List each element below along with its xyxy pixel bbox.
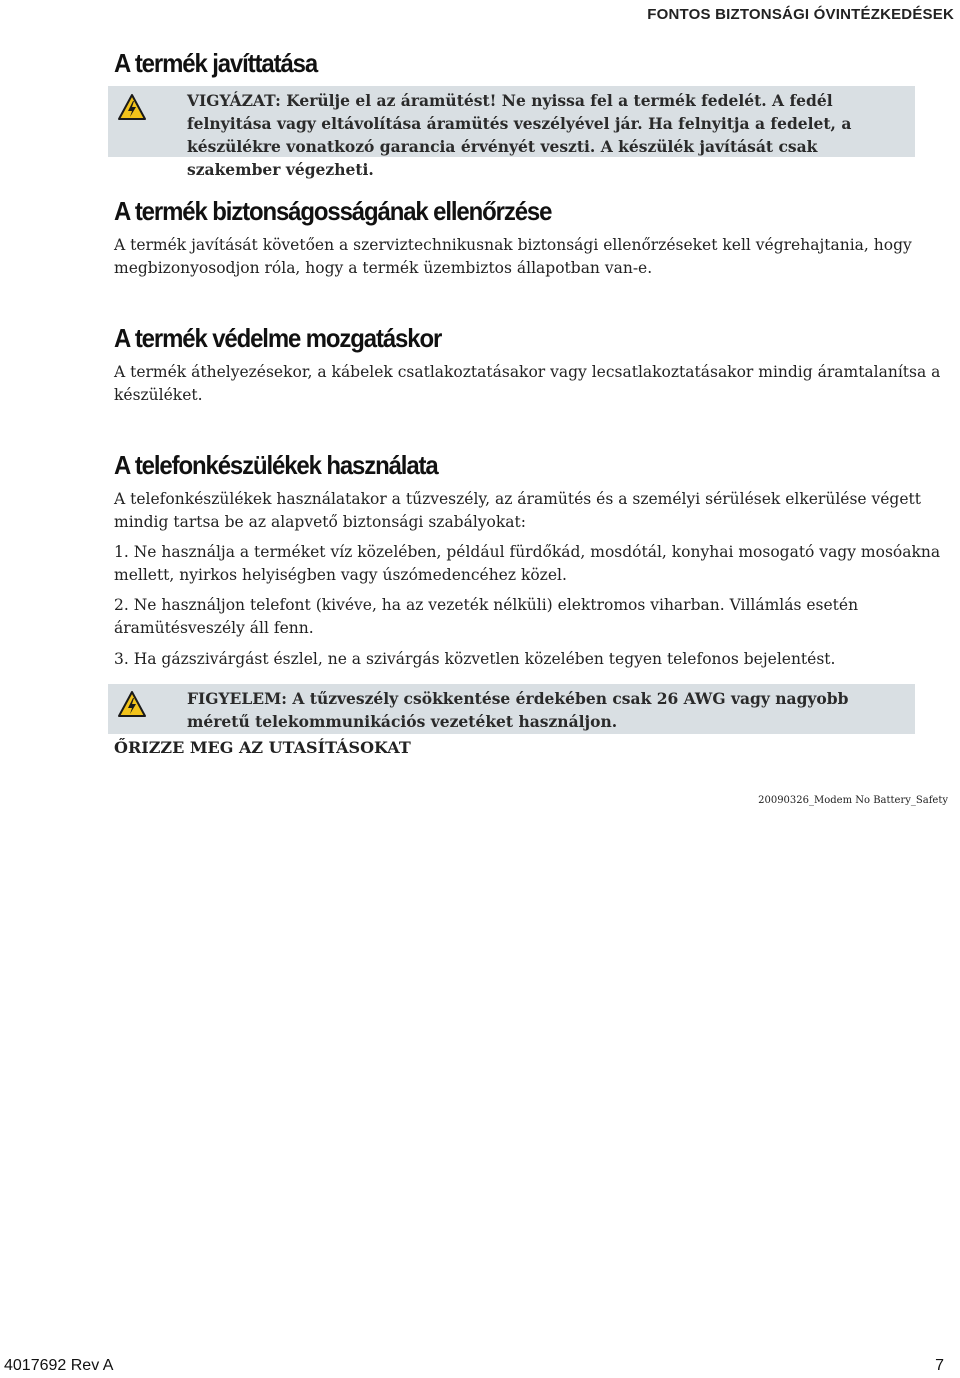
keep-instructions: ŐRIZZE MEG AZ UTASÍTÁSOKAT	[114, 738, 411, 757]
section-title-moving: A termék védelme mozgatáskor	[114, 323, 442, 353]
page-number: 7	[935, 1357, 944, 1374]
electrical-hazard-icon	[117, 690, 147, 722]
footer-revision: 4017692 Rev A	[4, 1357, 114, 1374]
list-item: 1. Ne használja a terméket víz közelében, például fürdőkád, mosdótál, konyhai mosogató vagy mosóakna mellett, nyirkos helyiségben vagy úszómedencéhez közel.	[114, 543, 941, 584]
electrical-hazard-icon	[117, 93, 147, 125]
safety-check-body: A termék javítását követően a szerviztechnikusnak biztonsági ellenőrzéseket kell végrehajtania, hogy megbizonyosodjon róla, hogy a termék üzembiztos állapotban van-e.	[114, 236, 912, 277]
telephones-intro: A telefonkészülékek használatakor a tűzveszély, az áramütés és a személyi sérülések elkerülése végett mindig tartsa be az alapvető biztonsági szabályokat:	[114, 490, 921, 531]
list-item: 3. Ha gázszivárgást észlel, ne a szivárgás közvetlen közelében tegyen telefonos bejelentést.	[114, 650, 836, 668]
caution-box-telephones	[108, 684, 915, 734]
document-id: 20090326_Modem No Battery_Safety	[758, 795, 948, 806]
running-header: FONTOS BIZTONSÁGI ÓVINTÉZKEDÉSEK	[647, 6, 954, 23]
section-title-telephones: A telefonkészülékek használata	[114, 450, 438, 480]
warning-text-repair: VIGYÁZAT: Kerülje el az áramütést! Ne nyissa fel a termék fedelét. A fedél felnyitása vagy eltávolítása áramütés veszélyével jár. Ha felnyitja a fedelet, a készülékre vonatkozó garancia érvényét veszti. A készülék javítását csak szakember végezheti.	[187, 91, 852, 179]
list-item: 2. Ne használjon telefont (kivéve, ha az vezeték nélküli) elektromos viharban. Villámlás esetén áramütésveszély áll fenn.	[114, 596, 859, 637]
section-title-safety-check: A termék biztonságosságának ellenőrzése	[114, 196, 552, 226]
caution-text-telephones: FIGYELEM: A tűzveszély csökkentése érdekében csak 26 AWG vagy nagyobb méretű telekommunikációs vezetéket használjon.	[187, 689, 849, 731]
warning-box-repair	[108, 86, 915, 179]
section-title-repair: A termék javíttatása	[114, 48, 318, 78]
moving-body: A termék áthelyezésekor, a kábelek csatlakoztatásakor vagy lecsatlakoztatásakor mindig áramtalanítsa a készüléket.	[114, 363, 941, 404]
